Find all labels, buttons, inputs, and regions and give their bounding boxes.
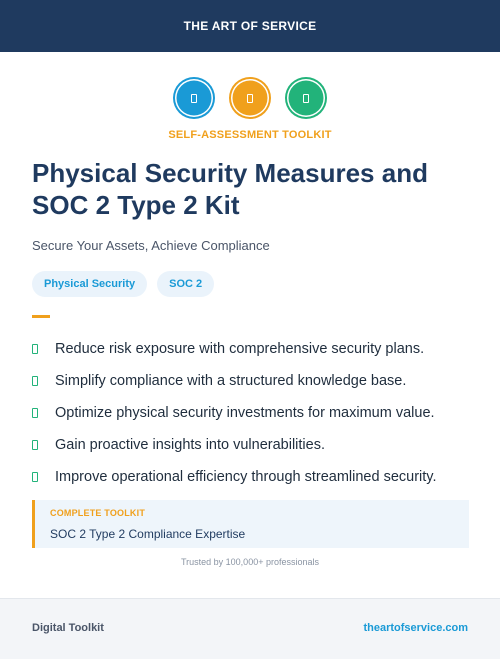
complete-toolkit-label: COMPLETE TOOLKIT (50, 508, 146, 518)
page-subtitle: Secure Your Assets, Achieve Compliance (32, 238, 270, 253)
benefit-text: Improve operational efficiency through streamlined security. (55, 469, 437, 485)
tag-list (32, 271, 214, 297)
header-band (0, 0, 500, 52)
check-icon (32, 376, 38, 386)
benefit-text: Reduce risk exposure with comprehensive security plans. (55, 341, 425, 357)
benefit-item (32, 429, 472, 461)
footer-label: Digital Toolkit (32, 622, 104, 634)
benefit-list (32, 333, 472, 493)
check-icon (32, 472, 38, 482)
complete-toolkit-box (32, 500, 469, 548)
check-icon (32, 408, 38, 418)
benefit-item (32, 397, 472, 429)
document-icon (173, 77, 215, 119)
icon-row (0, 77, 500, 119)
benefit-item (32, 461, 472, 493)
brand-name: THE ART OF SERVICE (183, 19, 317, 33)
footer (0, 598, 500, 659)
benefit-text: Optimize physical security investments for maximum value. (55, 405, 435, 421)
benefit-text: Simplify compliance with a structured knowledge base. (55, 373, 407, 389)
toolkit-kicker: SELF-ASSESSMENT TOOLKIT (168, 129, 332, 141)
benefit-item (32, 333, 472, 365)
complete-toolkit-value: SOC 2 Type 2 Compliance Expertise (50, 527, 246, 541)
page-title: Physical Security Measures and SOC 2 Type 2 Kit (32, 158, 428, 220)
tag-physical-security: Physical Security (32, 271, 147, 297)
trusted-note: Trusted by 100,000+ professionals (180, 557, 319, 567)
website-link[interactable]: theartofservice.com (363, 622, 468, 634)
document-icon (285, 77, 327, 119)
check-icon (32, 344, 38, 354)
tag-soc2: SOC 2 (157, 271, 214, 297)
benefit-text: Gain proactive insights into vulnerabilities. (55, 437, 325, 453)
accent-divider (32, 315, 50, 318)
document-icon (229, 77, 271, 119)
check-icon (32, 440, 38, 450)
benefit-item (32, 365, 472, 397)
